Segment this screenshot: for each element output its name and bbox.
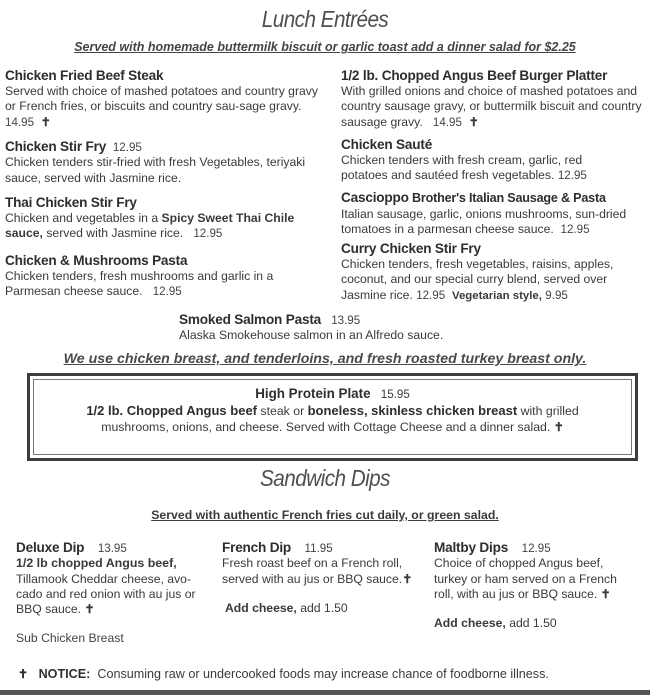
high-protein-plate-box (27, 373, 638, 461)
item-price: 12.95 (416, 288, 446, 302)
notice-cross-icon: ✝ (84, 602, 95, 617)
item-name: High Protein Plate (255, 386, 371, 401)
item-name: 1/2 lb. Chopped Angus Beef Burger Platter (341, 68, 608, 83)
notice-text: Consuming raw or undercooked foods may increase chance of foodborne illness. (97, 667, 549, 681)
menu-item-chicken-saute (341, 136, 631, 184)
item-description: Italian sausage, garlic, onions mushrooms, sun-dried tomatoes in a parmesan cheese sauce. 12.95 (341, 207, 627, 237)
item-description: Chicken tenders, fresh vegetables, raisins, apples, coconut, and our special curry blend, served over Jasmine rice. 12.95 Vegetarian style, 9.95 (341, 257, 614, 302)
sandwich-dips-title: Sandwich Dips (260, 465, 390, 491)
item-price: 12.95 (193, 227, 223, 241)
item-name: Chicken Sauté (341, 137, 433, 152)
item-description: Alaska Smokehouse salmon in an Alfredo sauce. (179, 328, 444, 343)
menu-item-smoked-salmon-pasta (179, 311, 499, 344)
item-description: Fresh roast beef on a French roll, served with au jus or BBQ sauce.✝ (222, 556, 413, 586)
lunch-entrees-subtitle (0, 40, 650, 54)
item-description: Tillamook Cheddar cheese, avo-cado and red onion with au jus or BBQ sauce. ✝ (16, 571, 196, 617)
item-price: 14.95 (432, 115, 462, 129)
item-description: Served with choice of mashed potatoes and country gravy or French fries, or biscuits and country sau-sage gravy. 14.95 ✝ (5, 84, 318, 129)
item-name: Chicken & Mushrooms Pasta (5, 253, 188, 268)
item-description: Chicken tenders with fresh cream, garlic, red potatoes and sautéed fresh vegetables. 12.95 (341, 153, 587, 183)
add-cheese-option: Add cheese, add 1.50 (225, 600, 348, 615)
item-price: 12.95 (521, 542, 551, 555)
item-price: 14.95 (5, 115, 35, 129)
sandwich-dips-subtitle: Served with authentic French fries cut daily, or green salad. (151, 508, 499, 522)
notice-label: NOTICE: (38, 667, 91, 681)
item-bold-line: 1/2 lb chopped Angus beef, (16, 556, 177, 571)
menu-item-chicken-stir-fry (5, 138, 323, 186)
item-price: 12.95 (557, 169, 587, 183)
item-price: 13.95 (97, 542, 127, 555)
item-name: Smoked Salmon Pasta (179, 312, 322, 327)
lunch-entrees-title: Lunch Entrées (261, 6, 389, 32)
bottom-divider (0, 690, 650, 695)
foodborne-illness-notice (18, 667, 549, 681)
item-name: Chicken Stir Fry (5, 139, 107, 154)
vegetarian-price: 9.95 (545, 288, 568, 302)
item-price: 11.95 (304, 542, 333, 555)
notice-cross-icon: ✝ (600, 586, 611, 601)
notice-cross-icon: ✝ (18, 667, 29, 681)
item-price: 12.95 (112, 141, 142, 154)
menu-item-angus-burger-platter (341, 67, 646, 130)
menu-item-chicken-mushrooms-pasta (5, 252, 305, 300)
item-price: 12.95 (152, 285, 182, 299)
menu-item-cascioppo-sausage-pasta (341, 189, 646, 238)
menu-item-chicken-fried-beef-steak (5, 67, 323, 130)
item-description: Chicken and vegetables in a Spicy Sweet Thai Chile sauce, served with Jasmine rice. 12.95 (5, 211, 295, 241)
item-name: French Dip (222, 540, 291, 555)
menu-item-maltby-dips (434, 539, 634, 631)
item-price: 12.95 (560, 223, 590, 237)
menu-item-thai-chicken-stir-fry (5, 194, 300, 242)
vegetarian-option-label: Vegetarian style, (451, 289, 542, 302)
item-price: 15.95 (380, 388, 410, 401)
item-description: Chicken tenders stir-fried with fresh Vegetables, teriyaki sauce, served with Jasmine rice. (5, 155, 306, 185)
notice-cross-icon: ✝ (40, 114, 51, 129)
notice-cross-icon: ✝ (402, 571, 413, 586)
menu-item-deluxe-dip (16, 539, 216, 647)
sub-chicken-breast-option: Sub Chicken Breast (16, 631, 124, 646)
menu-item-french-dip (222, 539, 427, 616)
high-protein-plate (30, 386, 635, 435)
item-description: With grilled onions and choice of mashed potatoes and country sausage gravy, or buttermilk biscuit and country sausage gravy. 14.95 ✝ (341, 84, 642, 129)
subtitle-salad-addon: add a dinner salad for $2.25 (407, 40, 576, 54)
notice-cross-icon: ✝ (468, 114, 479, 129)
item-name: Chicken Fried Beef Steak (5, 68, 164, 83)
item-description: Chicken tenders, fresh mushrooms and garlic in a Parmesan cheese sauce. 12.95 (5, 269, 274, 299)
meat-sourcing-note: We use chicken breast, and tenderloins, and fresh roasted turkey breast only. (63, 351, 587, 367)
item-name: Curry Chicken Stir Fry (341, 241, 481, 256)
add-cheese-option: Add cheese, add 1.50 (434, 616, 557, 631)
item-price: 13.95 (331, 314, 361, 327)
item-name: Maltby Dips (434, 540, 509, 555)
item-description: Choice of chopped Angus beef, turkey or ham served on a French roll, with au jus or BBQ sauce. ✝ (434, 556, 617, 601)
item-name: Deluxe Dip (16, 540, 85, 555)
item-description: 1/2 lb. Chopped Angus beef steak or boneless, skinless chicken breast with grilled mushrooms, onions, and cheese. Served with Cottage Cheese and a dinner salad. ✝ (86, 403, 579, 434)
notice-cross-icon: ✝ (553, 420, 564, 434)
subtitle-emphasis: Served with homemade buttermilk biscuit or garlic toast (74, 40, 408, 54)
item-name: Cascioppo Brother's Italian Sausage & Pasta (341, 190, 606, 205)
item-name: Thai Chicken Stir Fry (5, 195, 137, 210)
menu-item-curry-chicken-stir-fry (341, 240, 641, 304)
